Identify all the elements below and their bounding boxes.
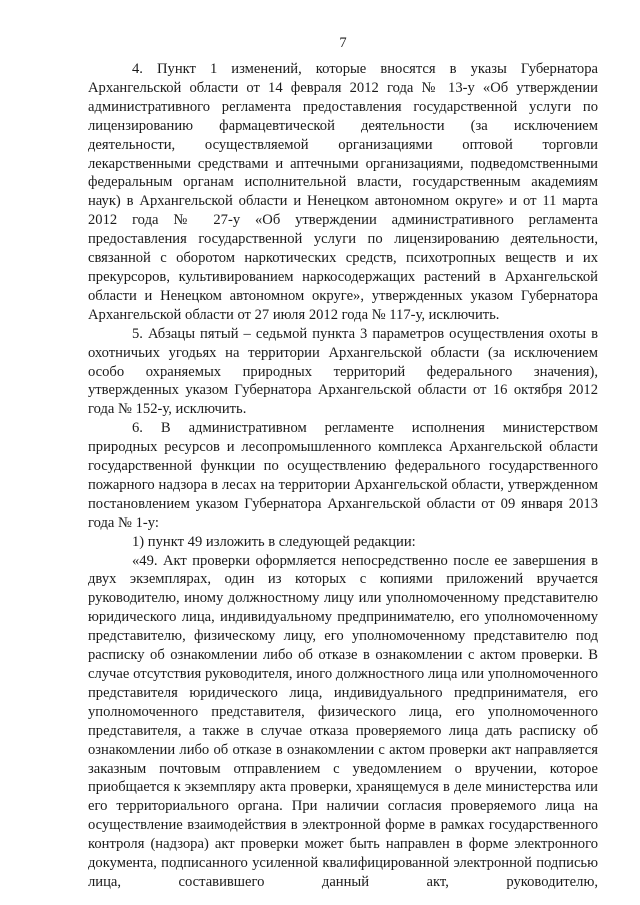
subparagraph-1: 1) пункт 49 изложить в следующей редакции: — [132, 533, 416, 550]
document-page — [88, 34, 598, 892]
paragraph-item-5: 5. Абзацы пятый – седьмой пункта 3 параметров осуществления охоты в охотничьих угодьях на территории Архангельской области (за исключением особо охраняемых природных территорий федерального значения), утвержденных указом Губернатора Архангельской области от 16 октября 2012 года № 152-у, исключить. — [88, 325, 598, 418]
page-number: 7 — [339, 35, 347, 51]
paragraph-item-6: 6. В административном регламенте исполнения министерством природных ресурсов и лесопромышленного комплекса Архангельской области государственной функции по осуществлению федерального государственного пожарного надзора в лесах на территории Архангельской области, утвержденном постановлением указом Губернатора Архангельской области от 09 января 2013 года № 1-у: — [88, 420, 598, 531]
quoted-paragraph-49: «49. Акт проверки оформляется непосредственно после ее завершения в двух экземплярах, один из которых с копиями приложений вручается руководителю, иному должностному лицу или уполномоченному представителю юридического лица, индивидуальному предпринимателю, его уполномоченному представителю, физическому лицу, его уполномоченному представителю под расписку об ознакомлении либо об отказе в ознакомлении с актом проверки. В случае отсутствия руководителя, иного должностного лица или уполномоченного представителя юридического лица, индивидуального предпринимателя, его уполномоченного представителя, физического лица, его уполномоченного представителя, а также в случае отказа проверяемого лица дать расписку об ознакомлении либо об отказе в ознакомлении с актом проверки акт направляется заказным почтовым отправлением с уведомлением о вручении, которое приобщается к экземпляру акта проверки, хранящемуся в деле министерства или его территориального органа. При наличии согласия проверяемого лица на осуществление взаимодействия в электронной форме в рамках государственного контроля (надзора) акт проверки может быть направлен в форме электронного документа, подписанного усиленной квалифицированной электронной подписью лица, составившего данный акт, руководителю, — [88, 552, 598, 890]
paragraph-item-4: 4. Пункт 1 изменений, которые вносятся в указы Губернатора Архангельской области от 14 февраля 2012 года № 13-у «Об утверждении административного регламента предоставления государственной услуги по лицензированию фармацевтической деятельности (за исключением деятельности, осуществляемой организациями оптовой торговли лекарственными средствами и аптечными организациями, подведомственными федеральным органам исполнительной власти, государственным академиям наук) в Архангельской области и Ненецком автономном округе» и от 11 марта 2012 года № 27-у «Об утверждении административного регламента предоставления государственной услуги по лицензированию деятельности, связанной с оборотом наркотических средств, психотропных веществ и их прекурсоров, культивированием наркосодержащих растений в Архангельской области и Ненецком автономном округе», утвержденных указом Губернатора Архангельской области от 27 июля 2012 года № 117-у, исключить. — [88, 61, 598, 323]
